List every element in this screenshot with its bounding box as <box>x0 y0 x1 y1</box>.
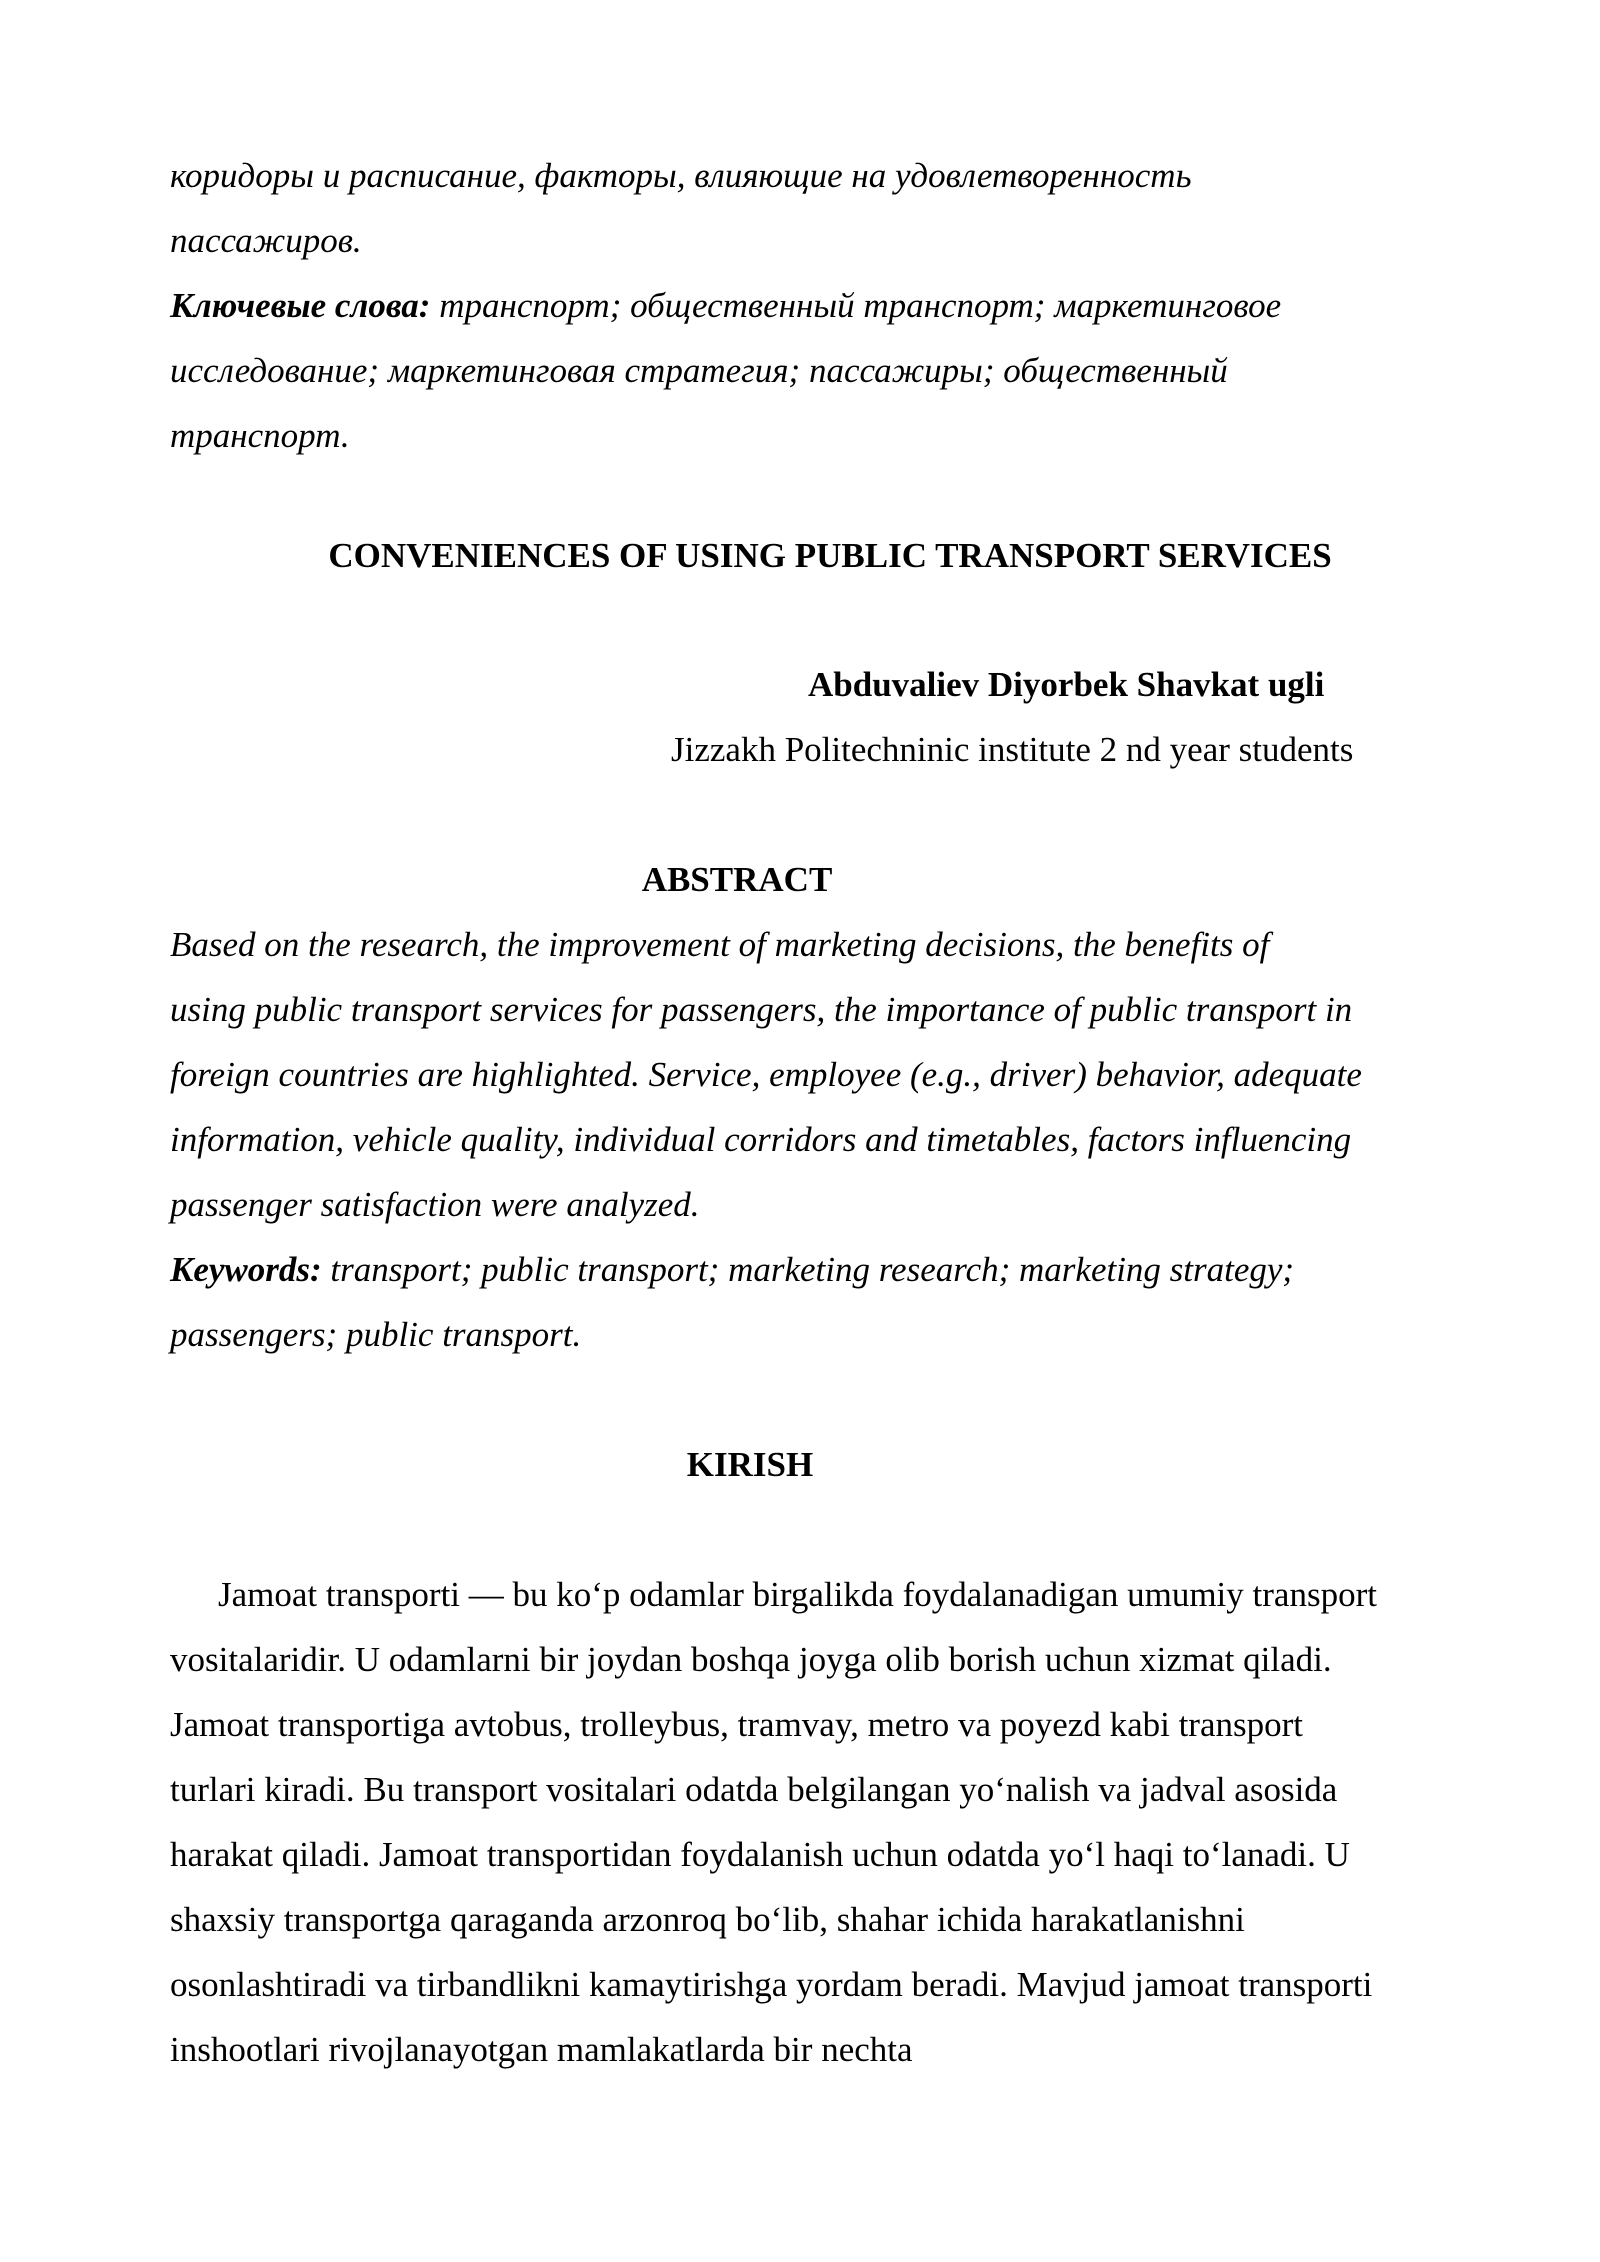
abstract-line: foreign countries are highlighted. Service, employee (e.g., driver) behavior, adequate <box>170 1055 1362 1094</box>
russian-abstract-line: пассажиров. <box>170 221 362 260</box>
keywords-line <box>170 1237 1480 1302</box>
intro-line: Jamoat transporti — bu ko‘p odamlar birgalikda foydalanadigan umumiy transport <box>218 1575 1377 1614</box>
russian-keywords-text: транспорт; общественный транспорт; маркетинговое <box>430 286 1282 325</box>
introduction-body <box>170 1562 1480 2082</box>
paper-title: CONVENIENCES OF USING PUBLIC TRANSPORT SERVICES <box>328 536 1332 575</box>
keywords-label: Keywords: <box>170 1250 322 1289</box>
intro-line: inshootlari rivojlanayotgan mamlakatlarda bir nechta <box>170 2030 913 2069</box>
russian-keywords-line <box>170 273 1480 338</box>
russian-keywords-line: исследование; маркетинговая стратегия; пассажиры; общественный <box>170 351 1228 390</box>
author-affiliation: Jizzakh Politechninic institute 2 nd year students <box>671 730 1354 769</box>
russian-abstract-line: коридоры и расписание, факторы, влияющие на удовлетворенность <box>170 156 1192 195</box>
abstract-line: passenger satisfaction were analyzed. <box>170 1185 700 1224</box>
intro-line: shaxsiy transportga qaraganda arzonroq bo‘lib, shahar ichida harakatlanishni <box>170 1900 1245 1939</box>
intro-line: Jamoat transportiga avtobus, trolleybus, tramvay, metro va poyezd kabi transport <box>170 1705 1303 1744</box>
abstract-line: Based on the research, the improvement of marketing decisions, the benefits of <box>170 925 1270 964</box>
abstract-body <box>170 912 1480 1367</box>
abstract-line: information, vehicle quality, individual corridors and timetables, factors influencing <box>170 1120 1352 1159</box>
author-name: Abduvaliev Diyorbek Shavkat ugli <box>808 665 1325 704</box>
russian-keywords-line: транспорт. <box>170 416 350 455</box>
russian-abstract-tail <box>170 143 1480 468</box>
keywords-line: passengers; public transport. <box>170 1315 582 1354</box>
abstract-heading: ABSTRACT <box>641 860 833 899</box>
intro-line: vositalaridir. U odamlarni bir joydan boshqa joyga olib borish uchun xizmat qiladi. <box>170 1640 1332 1679</box>
keywords-text: transport; public transport; marketing research; marketing strategy; <box>321 1250 1295 1289</box>
abstract-line: using public transport services for passengers, the importance of public transport in <box>170 990 1353 1029</box>
intro-line: turlari kiradi. Bu transport vositalari odatda belgilangan yo‘nalish va jadval asosida <box>170 1770 1338 1809</box>
intro-line: harakat qiladi. Jamoat transportidan foydalanish uchun odatda yo‘l haqi to‘lanadi. U <box>170 1835 1350 1874</box>
intro-line: osonlashtiradi va tirbandlikni kamaytirishga yordam beradi. Mavjud jamoat transporti <box>170 1965 1373 2004</box>
russian-keywords-label: Ключевые слова: <box>170 286 431 325</box>
introduction-heading: KIRISH <box>686 1445 814 1484</box>
